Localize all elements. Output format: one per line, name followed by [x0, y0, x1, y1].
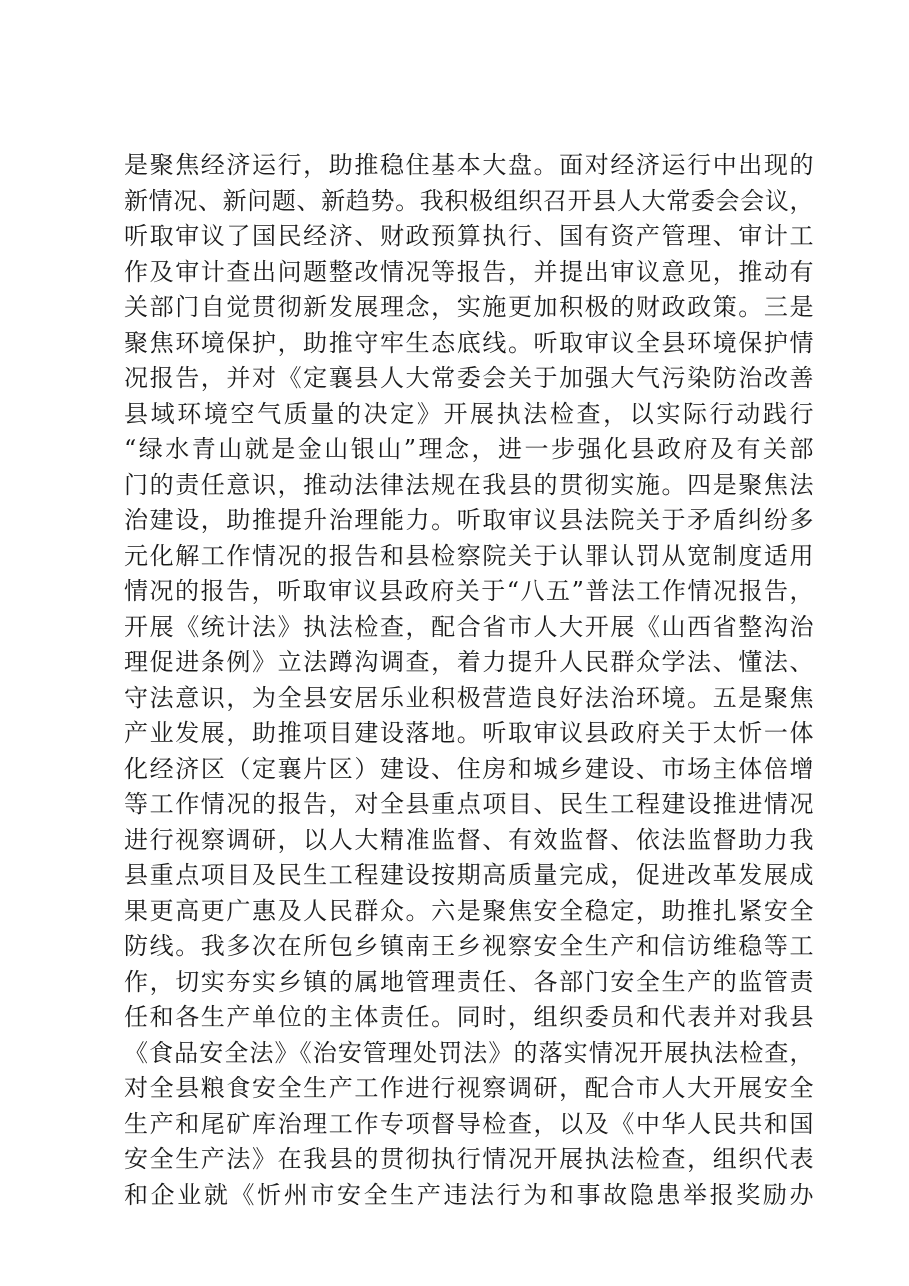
text-line: 《食品安全法》《治安管理处罚法》的落实情况开展执法检查，	[124, 1038, 814, 1067]
text-line: 况报告，并对《定襄县人大常委会关于加强大气污染防治改善	[124, 364, 814, 392]
text-line: 生产和尾矿库治理工作专项督导检查，以及《中华人民共和国	[124, 1109, 814, 1138]
text-line: 关部门自觉贯彻新发展理念，实施更加积极的财政政策。三是	[124, 293, 814, 321]
body-text	[124, 148, 814, 1213]
text-line: 元化解工作情况的报告和县检察院关于认罪认罚从宽制度适用	[124, 541, 814, 570]
text-line: 县域环境空气质量的决定》开展执法检查，以实际行动践行	[124, 399, 814, 428]
text-line: 产业发展，助推项目建设落地。听取审议县政府关于太忻一体	[124, 719, 814, 747]
text-line: 防线。我多次在所包乡镇南王乡视察安全生产和信访维稳等工	[124, 932, 814, 960]
text-line: 作及审计查出问题整改情况等报告，并提出审议意见，推动有	[124, 257, 814, 286]
text-line: 理促进条例》立法蹲沟调查，着力提升人民群众学法、懂法、	[124, 648, 814, 676]
text-line: 治建设，助推提升治理能力。听取审议县法院关于矛盾纠纷多	[124, 506, 814, 534]
text-line: 开展《统计法》执法检查，配合省市人大开展《山西省整沟治	[124, 612, 814, 641]
text-line: 聚焦环境保护，助推守牢生态底线。听取审议全县环境保护情	[124, 328, 814, 357]
text-line: 守法意识，为全县安居乐业积极营造良好法治环境。五是聚焦	[124, 683, 814, 712]
text-line: 化经济区（定襄片区）建设、住房和城乡建设、市场主体倍增	[124, 754, 814, 783]
text-line: 安全生产法》在我县的贯彻执行情况开展执法检查，组织代表	[124, 1145, 814, 1173]
text-line: 进行视察调研，以人大精准监督、有效监督、依法监督助力我	[124, 825, 814, 854]
text-line: 果更高更广惠及人民群众。六是聚焦安全稳定，助推扎紧安全	[124, 896, 814, 925]
text-line: 任和各生产单位的主体责任。同时，组织委员和代表并对我县	[124, 1003, 814, 1031]
text-line: 对全县粮食安全生产工作进行视察调研，配合市人大开展安全	[124, 1074, 814, 1102]
text-line: 听取审议了国民经济、财政预算执行、国有资产管理、审计工	[124, 222, 814, 250]
text-line: 和企业就《忻州市安全生产违法行为和事故隐患举报奖励办	[124, 1180, 814, 1209]
text-line: 情况的报告，听取审议县政府关于“八五”普法工作情况报告，	[124, 577, 814, 605]
text-line: 等工作情况的报告，对全县重点项目、民生工程建设推进情况	[124, 790, 814, 818]
text-line: “绿水青山就是金山银山”理念，进一步强化县政府及有关部	[124, 435, 814, 463]
text-line: 作，切实夯实乡镇的属地管理责任、各部门安全生产的监管责	[124, 967, 814, 996]
text-line: 县重点项目及民生工程建设按期高质量完成，促进改革发展成	[124, 861, 814, 889]
text-line: 是聚焦经济运行，助推稳住基本大盘。面对经济运行中出现的	[124, 151, 814, 179]
text-line: 门的责任意识，推动法律法规在我县的贯彻实施。四是聚焦法	[124, 470, 814, 499]
text-line: 新情况、新问题、新趋势。我积极组织召开县人大常委会会议，	[124, 186, 814, 215]
